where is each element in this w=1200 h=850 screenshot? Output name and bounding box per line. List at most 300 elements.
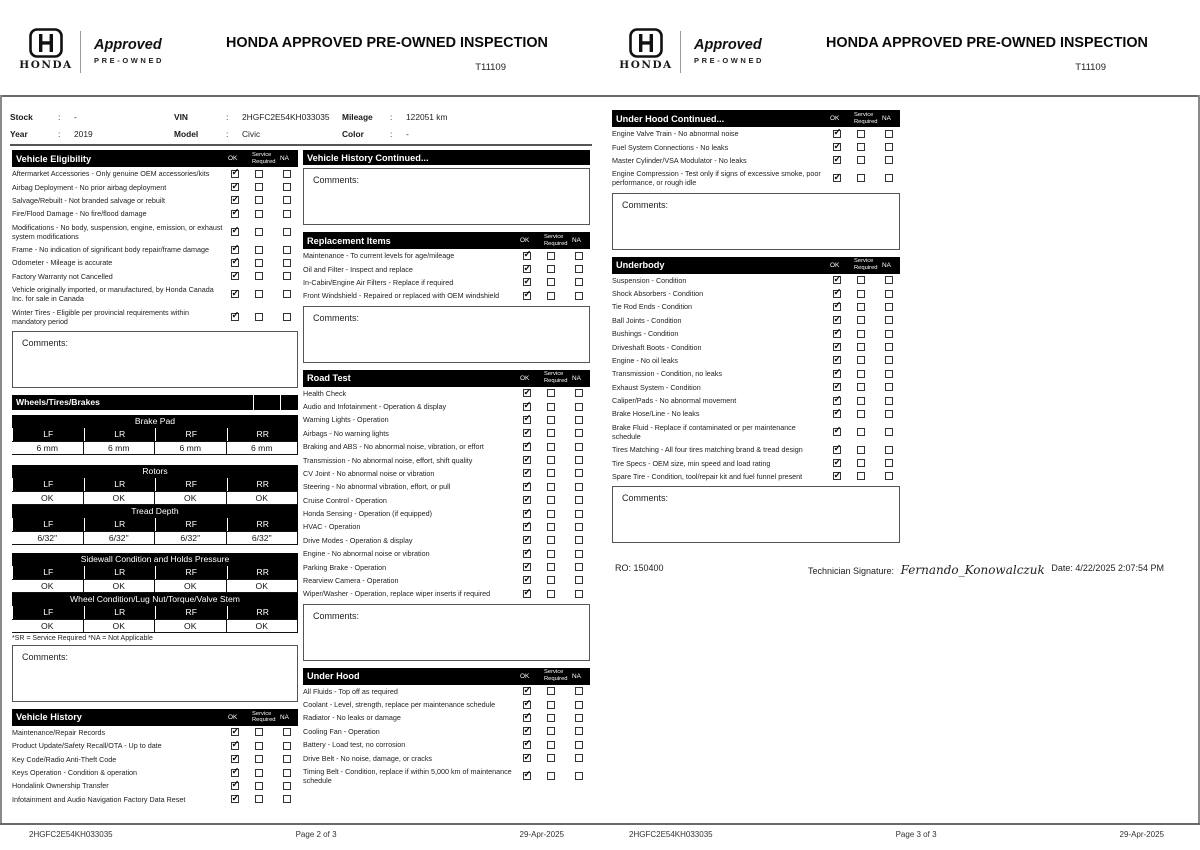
service-required-checkbox [857,303,865,311]
corner-header: LR [84,518,156,531]
na-checkbox [885,143,893,151]
item-label: Drive Belt - No noise, damage, or cracks [303,753,433,763]
ok-checkbox [523,389,531,397]
section-road-test [303,370,590,661]
checklist-item [12,194,298,207]
item-label: Radiator - No leaks or damage [303,713,401,723]
na-column-header: NA [280,713,289,721]
table-title: Sidewall Condition and Holds Pressure [12,553,298,566]
na-checkbox [575,389,583,397]
honda-h-icon [29,28,63,58]
na-checkbox [575,278,583,286]
service-required-checkbox [857,446,865,454]
corner-header: RR [227,518,299,531]
item-label: Master Cylinder/VSA Modulator - No leaks [612,155,747,165]
checklist-item [612,340,900,353]
item-label: Tire Specs - OEM size, min speed and load rating [612,458,771,468]
section-title: Vehicle History Continued... [307,152,429,163]
corner-header: RR [227,478,299,491]
ok-checkbox [523,727,531,735]
item-label: Driveshaft Boots - Condition [612,342,702,352]
ok-checkbox [231,728,239,736]
service-required-checkbox [547,278,555,286]
section-replacement-items [303,232,590,363]
ok-checkbox [833,383,841,391]
ok-checkbox [231,210,239,218]
technician-signature-label: Technician Signature: [808,566,895,576]
checklist-item [12,270,298,283]
item-label: Salvage/Rebuilt - Not branded salvage or rebuilt [12,195,166,205]
section-underbody [612,257,900,544]
na-checkbox [575,754,583,762]
na-checkbox [283,210,291,218]
corner-value: OK [155,579,227,593]
service-required-checkbox [857,130,865,138]
item-label: Honda Sensing - Operation (if equipped) [303,509,433,519]
service-required-checkbox [547,536,555,544]
checklist-item [612,127,900,140]
honda-logo [618,28,674,71]
item-label: Fuel System Connections - No leaks [612,142,729,152]
item-label: In-Cabin/Engine Air Filters - Replace if required [303,277,454,287]
ok-checkbox [523,754,531,762]
comments-box [612,486,900,543]
technician-signature: Fernando_Konowalczuk [900,563,1045,577]
ok-checkbox [523,563,531,571]
ok-checkbox [833,130,841,138]
signature-date: Date: 4/22/2025 2:07:54 PM [1051,563,1164,573]
table-header-row [12,428,298,441]
ok-column-header: OK [228,713,238,721]
na-checkbox [885,459,893,467]
corner-header: RF [155,606,227,619]
ok-checkbox [231,795,239,803]
honda-wordmark: HONDA [19,59,73,71]
colon: : [390,128,393,139]
checklist-item [303,480,590,493]
rotors-table [12,465,298,505]
corner-value: OK [227,619,299,633]
service-required-checkbox [547,550,555,558]
vehicle-info-row [10,108,592,125]
corner-header: RR [227,428,299,441]
corner-value: 6 mm [12,441,84,455]
checklist-item [612,167,900,189]
na-checkbox [575,483,583,491]
table-header-row [12,518,298,531]
checklist-item [303,387,590,400]
item-label: Aftermarket Accessories - Only genuine OEM accessories/kits [12,169,210,179]
na-checkbox [575,523,583,531]
tread-depth-table [12,505,298,545]
na-checkbox [283,782,291,790]
ok-checkbox [523,496,531,504]
vin-label: VIN [174,111,188,122]
na-checkbox [575,265,583,273]
service-required-checkbox [857,410,865,418]
ok-checkbox [523,456,531,464]
checklist-item [303,725,590,738]
corner-value: 6 mm [155,441,227,455]
service-required-checkbox [857,290,865,298]
ok-checkbox [231,228,239,236]
table-title: Rotors [12,465,298,478]
checklist-item [303,289,590,302]
item-label: Hondalink Ownership Transfer [12,781,109,791]
ok-checkbox [833,397,841,405]
year-value: 2019 [74,128,93,139]
checklist-item [12,221,298,243]
item-label: Winter Tires - Eligible per provincial requirements within mandatory period [12,307,189,326]
checklist-item [303,413,590,426]
service-required-column-header: Service Required [854,258,878,271]
page-header [614,26,1192,90]
comments-label: Comments: [313,610,360,621]
checklist-item [12,766,298,779]
na-column-header: NA [572,237,581,244]
service-required-checkbox [255,728,263,736]
service-required-checkbox [857,459,865,467]
service-required-checkbox [857,343,865,351]
corner-value: OK [12,579,84,593]
service-required-column-header: Service Required [544,233,568,247]
na-checkbox [575,536,583,544]
section-vehicle-history [12,709,298,806]
checklist [303,685,590,788]
section-header-bar [12,709,298,726]
bar-separator [280,395,281,410]
corner-value: OK [155,619,227,633]
item-label: Tie Rod Ends - Condition [612,302,693,312]
service-required-checkbox [857,370,865,378]
service-required-checkbox [255,795,263,803]
item-label: Engine - No abnormal noise or vibration [303,549,430,559]
na-checkbox [283,728,291,736]
service-required-checkbox [255,742,263,750]
item-label: Maintenance/Repair Records [12,727,106,737]
comments-box [303,604,590,661]
item-label: Cruise Control - Operation [303,495,387,505]
colon: : [58,128,61,139]
na-checkbox [283,742,291,750]
ok-checkbox [833,410,841,418]
item-label: Parking Brake - Operation [303,562,387,572]
checklist-item [612,274,900,287]
footer-date: 29-Apr-2025 [1119,830,1164,839]
checklist-item [303,711,590,724]
table-header-row [12,606,298,619]
service-required-checkbox [547,416,555,424]
item-label: Transmission - Condition, no leaks [612,369,722,379]
checklist-item [303,249,590,262]
item-label: Engine - No oil leaks [612,355,678,365]
mileage-label: Mileage [342,111,373,122]
service-required-checkbox [547,563,555,571]
corner-value: OK [84,619,156,633]
footer-vin: 2HGFC2E54KH033035 [29,830,113,839]
section-title: Under Hood Continued... [616,113,725,124]
section-header-bar [612,110,900,127]
service-required-checkbox [857,397,865,405]
page-left-border [0,95,2,825]
na-column-header: NA [882,115,891,122]
item-label: Frame - No indication of significant body repair/frame damage [12,245,209,255]
ok-checkbox [231,196,239,204]
ok-checkbox [833,276,841,284]
ok-checkbox [231,742,239,750]
na-checkbox [885,330,893,338]
na-checkbox [575,576,583,584]
na-checkbox [575,701,583,709]
stock-value: - [74,111,77,122]
na-checkbox [885,428,893,436]
service-required-checkbox [857,143,865,151]
table-value-row [12,531,298,545]
item-label: Exhaust System - Condition [612,382,701,392]
footer-date: 29-Apr-2025 [519,830,564,839]
na-checkbox [885,397,893,405]
ok-checkbox [231,755,239,763]
footer-page-number: Page 2 of 3 [295,830,337,839]
checklist [612,274,900,484]
vehicle-info-block [10,104,592,146]
service-required-checkbox [547,576,555,584]
table-title: Wheel Condition/Lug Nut/Torque/Valve Stem [12,593,298,606]
ok-checkbox [833,174,841,182]
sidewall-condition-table [12,553,298,593]
checklist-item [303,276,590,289]
wheel-condition-table [12,593,298,633]
service-required-checkbox [255,246,263,254]
na-column-header: NA [882,261,891,269]
na-checkbox [575,563,583,571]
checklist-item [612,354,900,367]
corner-value: 6/32" [84,531,156,545]
inspection-page-3 [600,0,1200,850]
item-label: Bushings - Condition [612,329,679,339]
approved-preowned-logo [694,37,764,65]
checklist-item [303,574,590,587]
ok-column-header: OK [830,261,840,269]
ok-checkbox [523,550,531,558]
table-header-row [12,566,298,579]
ok-checkbox [523,687,531,695]
service-required-checkbox [857,174,865,182]
ok-checkbox [231,259,239,267]
checklist-item [12,779,298,792]
checklist-item [303,440,590,453]
ok-checkbox [523,443,531,451]
corner-header: RF [155,428,227,441]
header-rule [600,95,1200,97]
item-label: Airbags - No warning lights [303,428,389,438]
item-label: Brake Fluid - Replace if contaminated or per maintenance schedule [612,422,796,441]
service-required-checkbox [255,313,263,321]
service-required-column-header: Service Required [854,111,878,125]
service-required-checkbox [857,383,865,391]
corner-value: 6/32" [12,531,84,545]
corner-value: OK [155,491,227,505]
corner-header: LF [12,606,84,619]
checklist-item [303,547,590,560]
na-checkbox [575,403,583,411]
corner-value: OK [227,491,299,505]
corner-header: LF [12,428,84,441]
section-under-hood-continued [612,110,900,250]
colon: : [226,128,229,139]
document-title: HONDA APPROVED PRE-OWNED INSPECTION [226,35,548,51]
checklist-item [12,180,298,193]
corner-value: 6 mm [84,441,156,455]
ok-checkbox [231,313,239,321]
ok-checkbox [231,290,239,298]
item-label: Brake Hose/Line - No leaks [612,409,700,419]
na-checkbox [575,550,583,558]
service-required-checkbox [547,714,555,722]
ok-checkbox [833,156,841,164]
na-checkbox [885,446,893,454]
item-label: Vehicle originally imported, or manufactured, by Honda Canada Inc. for sale in Canada [12,285,214,304]
item-label: Caliper/Pads - No abnormal movement [612,396,737,406]
service-required-checkbox [857,330,865,338]
ok-checkbox [523,741,531,749]
section-under-hood [303,668,590,788]
corner-value: OK [12,619,84,633]
footer-rule [0,823,600,825]
checklist-item [612,367,900,380]
service-required-checkbox [547,265,555,273]
corner-header: LR [84,566,156,579]
ok-checkbox [523,772,531,780]
checklist-item [612,140,900,153]
header-rule [0,95,600,97]
checklist-item [612,300,900,313]
color-label: Color [342,128,364,139]
item-label: Drive Modes - Operation & display [303,535,413,545]
checklist [12,726,298,806]
section-wheels-tires-brakes-bar [12,395,298,410]
ok-checkbox [523,576,531,584]
ok-checkbox [833,370,841,378]
comments-label: Comments: [22,337,69,348]
footer-page-number: Page 3 of 3 [895,830,937,839]
comments-label: Comments: [622,493,669,504]
right-column [612,110,900,550]
corner-header: LF [12,518,84,531]
service-required-checkbox [255,272,263,280]
checklist-item [303,400,590,413]
ok-checkbox [523,292,531,300]
service-required-checkbox [255,259,263,267]
table-title: Brake Pad [12,415,298,428]
stock-label: Stock [10,111,33,122]
item-label: Key Code/Radio Anti-Theft Code [12,754,117,764]
service-required-checkbox [547,590,555,598]
checklist-item [12,753,298,766]
na-checkbox [575,590,583,598]
ok-checkbox [523,469,531,477]
footer-rule [600,823,1200,825]
na-checkbox [283,196,291,204]
corner-header: RR [227,606,299,619]
na-checkbox [283,769,291,777]
table-value-row [12,491,298,505]
section-title: Under Hood [307,671,360,681]
checklist-item [303,467,590,480]
checklist-item [303,494,590,507]
na-column-header: NA [572,374,581,382]
table-title: Tread Depth [12,505,298,518]
service-required-checkbox [547,772,555,780]
service-required-checkbox [547,483,555,491]
corner-value: 6 mm [227,441,299,455]
checklist-item [303,698,590,711]
corner-header: LF [12,478,84,491]
preowned-word: PRE-OWNED [694,56,765,65]
checklist-item [612,407,900,420]
item-label: Suspension - Condition [612,275,687,285]
checklist-item [12,726,298,739]
corner-value: OK [84,491,156,505]
corner-header: RF [155,478,227,491]
checklist-item [612,327,900,340]
technician-signature-block [808,563,1045,577]
item-label: Maintenance - To current levels for age/mileage [303,251,455,261]
na-checkbox [885,303,893,311]
corner-value: 6/32" [155,531,227,545]
service-required-checkbox [547,469,555,477]
item-label: Engine Compression - Test only if signs of excessive smoke, poor performance, or rough idle [612,169,821,188]
checklist-item [12,739,298,752]
comments-box [612,193,900,250]
item-label: CV Joint - No abnormal noise or vibration [303,468,435,478]
na-checkbox [885,410,893,418]
ok-checkbox [833,446,841,454]
ok-checkbox [833,356,841,364]
corner-value: OK [227,579,299,593]
approved-word: Approved [94,37,162,53]
honda-wordmark: HONDA [619,59,673,71]
table-header-row [12,478,298,491]
section-title: Vehicle History [16,712,82,723]
na-checkbox [283,259,291,267]
comments-label: Comments: [22,651,69,662]
ok-checkbox [833,472,841,480]
checklist-item [12,283,298,305]
page-footer [629,830,1164,839]
item-label: Ball Joints - Condition [612,315,682,325]
na-checkbox [885,356,893,364]
service-required-column-header: Service Required [252,151,276,165]
form-number: T11109 [475,62,506,73]
section-title: Wheels/Tires/Brakes [16,397,100,408]
checklist-item [12,256,298,269]
service-required-checkbox [255,196,263,204]
checklist-item [612,443,900,456]
checklist-item [612,381,900,394]
checklist-item [303,587,590,600]
service-required-checkbox [255,183,263,191]
checklist-item [12,167,298,180]
na-checkbox [575,772,583,780]
checklist-item [303,507,590,520]
year-label: Year [10,128,28,139]
ok-checkbox [231,272,239,280]
item-label: Cooling Fan - Operation [303,726,380,736]
na-checkbox [283,755,291,763]
checklist-item [612,456,900,469]
ok-checkbox [231,183,239,191]
